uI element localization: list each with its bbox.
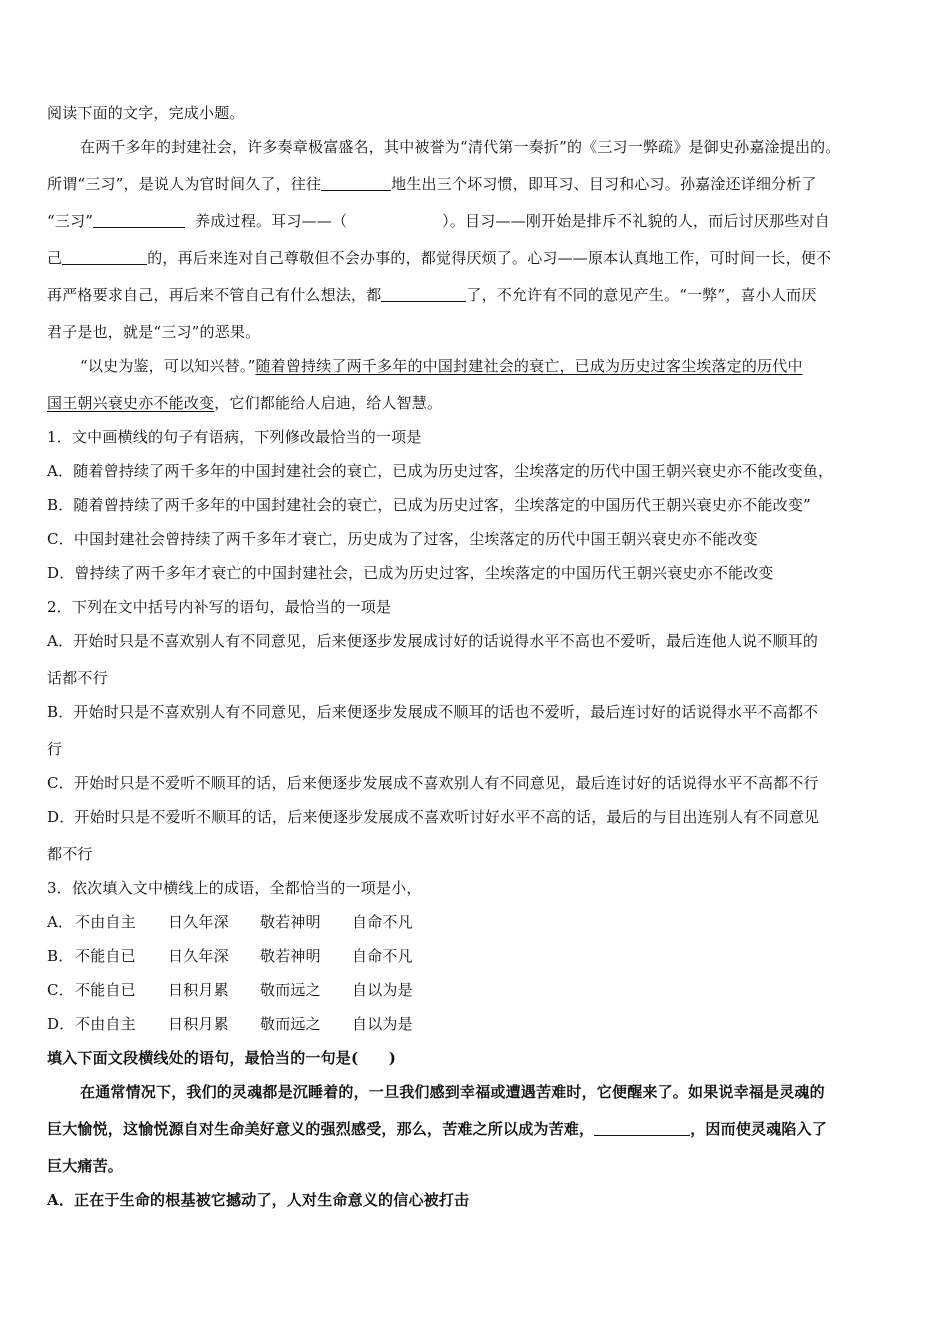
passage-line: 君子是也，就是“三习”的恶果。 (47, 323, 261, 341)
q1-option-b: B．随着曾持续了两千多年的中国封建社会的衰亡，已成为历史过客，尘埃落定的中国历代王朝兴衰史亦不能改变” (47, 496, 811, 514)
passage-line: 所谓“三习”，是说人为官时间久了，往往 地生出三个坏习惯，即耳习、目习和心习。孙嘉淦还详细分析了 (47, 175, 817, 193)
passage-line: “以史为鉴，可以知兴替。”随着曾持续了两千多年的中国封建社会的衰亡，已成为历史过客尘埃落定的历代中 (80, 357, 803, 375)
q1-option-c: C．中国封建社会曾持续了两千多年才衰亡，历史成为了过客，尘埃落定的历代中国王朝兴衰史亦不能改变 (47, 530, 758, 548)
q1-option-a: A．随着曾持续了两千多年的中国封建社会的衰亡，已成为历史过客，尘埃落定的历代中国王朝兴衰史亦不能改变鱼， (47, 462, 834, 480)
passage-line: 再严格要求自己，再后来不管自己有什么想法，都 了，不允许有不同的意见产生。“一弊”，喜小人而厌 (47, 286, 817, 304)
fill-blank (381, 287, 466, 302)
question-3-stem: 3．依次填入文中横线上的成语，全都恰当的一项是小， (47, 879, 422, 897)
fill-blank (93, 213, 185, 228)
q4-option-a: A．正在于生命的根基被它撼动了，人对生命意义的信心被打击 (47, 1191, 470, 1209)
q1-option-d: D．曾持续了两千多年才衰亡的中国封建社会，已成为历史过客，尘埃落定的中国历代王朝兴衰史亦不能改变 (47, 564, 774, 582)
q2-option-a-cont: 话都不行 (47, 669, 108, 687)
fill-blank (321, 176, 391, 191)
q2-option-b-cont: 行 (47, 740, 63, 758)
passage-line: 国王朝兴衰史亦不能改变，它们都能给人启迪，给人智慧。 (47, 394, 443, 412)
intro-text: 阅读下面的文字，完成小题。 (47, 104, 245, 122)
passage-line: 在两千多年的封建社会，许多奏章极富盛名，其中被誉为“清代第一奏折”的《三习一弊疏》是御史孙嘉淦提出的。 (80, 138, 841, 156)
q4-passage-line: 巨大痛苦。 (47, 1157, 124, 1175)
passage-line: 己 的，再后来连对自己尊敬但不会办事的，都觉得厌烦了。心习——原本认真地工作，可时间一长，便不 (47, 249, 832, 267)
question-2-stem: 2．下列在文中括号内补写的语句，最恰当的一项是 (47, 598, 392, 616)
q2-option-d: D．开始时只是不爱听不顺耳的话，后来便逐步发展成不喜欢听讨好水平不高的话，最后的与目出连别人有不同意见 (47, 808, 820, 826)
passage-line: “三习” 养成过程。耳习——（ ）。目习——刚开始是排斥不礼貌的人，而后讨厌那些对自 (47, 212, 830, 230)
q3-option-b: B． 不能自已 日久年深 敬若神明 自命不凡 (47, 947, 413, 965)
q2-option-d-cont: 都不行 (47, 845, 93, 863)
q2-option-b: B．开始时只是不喜欢别人有不同意见，后来便逐步发展成不顺耳的话也不爱听，最后连讨好的话说得水平不高都不 (47, 703, 819, 721)
q3-option-a: A． 不由自主 日久年深 敬若神明 自命不凡 (47, 913, 413, 931)
q2-option-a: A．开始时只是不喜欢别人有不同意见，后来便逐步发展成讨好的话说得水平不高也不爱听，最后连他人说不顺耳的 (47, 632, 819, 650)
q3-option-c: C．不能自已 日积月累 敬而远之 自以为是 (47, 981, 413, 999)
q4-passage-line: 巨大愉悦，这愉悦源自对生命美好意义的强烈感受，那么，苦难之所以成为苦难， ，因而使灵魂陷入了 (47, 1120, 828, 1138)
fill-blank (62, 250, 147, 265)
q3-option-d: D．不由自主 日积月累 敬而远之 自以为是 (47, 1015, 413, 1033)
question-1-stem: 1．文中画横线的句子有语病，下列修改最恰当的一项是 (47, 428, 422, 446)
underlined-sentence: 国王朝兴衰史亦不能改变 (47, 394, 215, 412)
question-4-stem: 填入下面文段横线处的语句，最恰当的一句是( ) (47, 1049, 396, 1067)
underlined-sentence: 随着曾持续了两千多年的中国封建社会的衰亡，已成为历史过客尘埃落定的历代中 (255, 357, 803, 375)
q4-passage-line: 在通常情况下，我们的灵魂都是沉睡着的，一旦我们感到幸福或遭遇苦难时，它便醒来了。如果说幸福是灵魂的 (80, 1083, 825, 1101)
fill-blank (594, 1121, 690, 1136)
q2-option-c: C．开始时只是不爱听不顺耳的话，后来便逐步发展成不喜欢别人有不同意见，最后连讨好的话说得水平不高都不行 (47, 774, 819, 792)
